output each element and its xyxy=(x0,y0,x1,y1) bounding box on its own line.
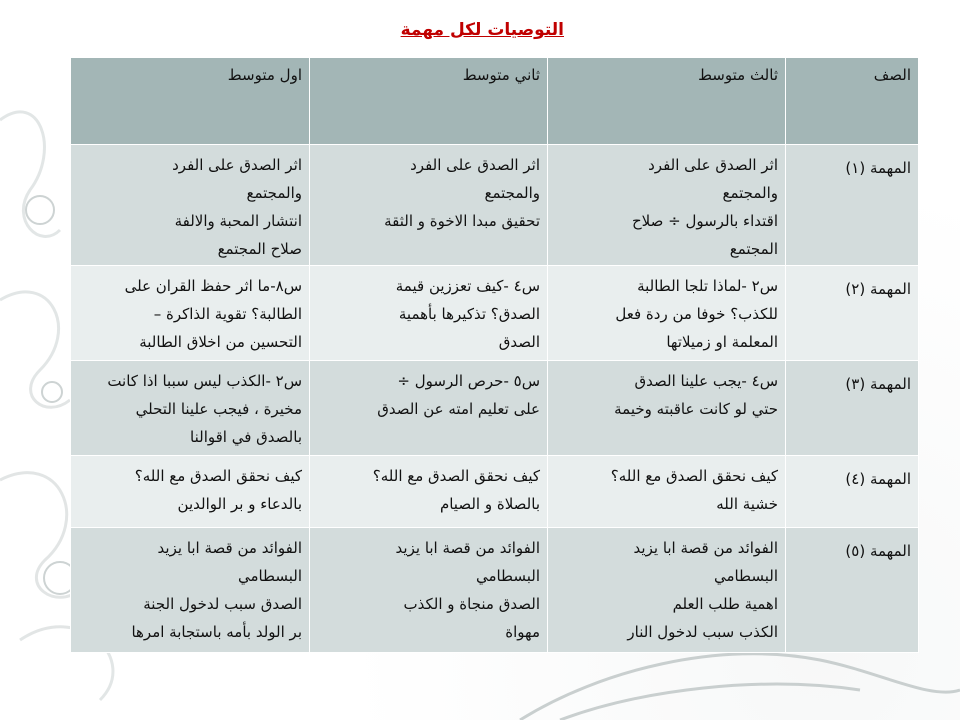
table-cell xyxy=(310,361,548,456)
cell-line: الفوائد من قصة ابا يزيد xyxy=(157,539,302,557)
table-cell xyxy=(71,361,310,456)
cell-line: والمجتمع xyxy=(484,184,540,202)
cell-line: س٨-ما اثر حفظ القران على xyxy=(124,277,302,295)
cell-line: للكذب؟ خوفا من ردة فعل xyxy=(615,305,778,323)
cell-line: بالدعاء و بر الوالدين xyxy=(177,495,302,513)
row-label: المهمة (١) xyxy=(786,145,919,266)
cell-line: الصدق سبب لدخول الجنة xyxy=(143,595,302,613)
table-cell xyxy=(548,266,786,361)
cell-line: الصدق منجاة و الكذب xyxy=(403,595,540,613)
header-class: الصف xyxy=(786,58,919,145)
cell-line: اثر الصدق على الفرد xyxy=(410,156,540,174)
cell-line: بالصلاة و الصيام xyxy=(439,495,540,513)
cell-line: الصدق؟ تذكيرها بأهمية xyxy=(398,305,540,323)
cell-line: المجتمع xyxy=(729,240,778,258)
table-row xyxy=(71,528,919,653)
cell-line: اثر الصدق على الفرد xyxy=(648,156,778,174)
row-label: المهمة (٥) xyxy=(786,528,919,653)
cell-line: اقتداء بالرسول ÷ صلاح xyxy=(631,212,778,230)
cell-line: المعلمة او زميلاتها xyxy=(666,333,778,351)
row-label: المهمة (٣) xyxy=(786,361,919,456)
table-row xyxy=(71,361,919,456)
cell-line: بر الولد بأمه باستجابة امرها xyxy=(131,623,302,641)
header-third-grade: ثالث متوسط xyxy=(548,58,786,145)
cell-line: الصدق xyxy=(498,333,540,351)
cell-line: بالصدق في اقوالنا xyxy=(190,428,302,446)
row-label: المهمة (٢) xyxy=(786,266,919,361)
cell-line: اثر الصدق على الفرد xyxy=(172,156,302,174)
table-cell xyxy=(71,528,310,653)
cell-line: اهمية طلب العلم xyxy=(672,595,778,613)
table-row xyxy=(71,145,919,266)
cell-line: مهواة xyxy=(505,623,540,641)
table-row xyxy=(71,266,919,361)
cell-line: س٢ -لماذا تلجا الطالبة xyxy=(637,277,778,295)
cell-line: البسطامي xyxy=(713,567,778,585)
table-cell xyxy=(310,145,548,266)
header-second-grade: ثاني متوسط xyxy=(310,58,548,145)
table-cell xyxy=(71,266,310,361)
cell-line: كيف نحقق الصدق مع الله؟ xyxy=(134,467,302,485)
table-cell xyxy=(548,528,786,653)
table-cell xyxy=(310,266,548,361)
cell-line: والمجتمع xyxy=(246,184,302,202)
cell-line: كيف نحقق الصدق مع الله؟ xyxy=(372,467,540,485)
table-cell xyxy=(548,145,786,266)
cell-line: البسطامي xyxy=(237,567,302,585)
cell-line: خشية الله xyxy=(716,495,778,513)
cell-line: حتي لو كانت عاقبته وخيمة xyxy=(614,400,778,418)
table-cell xyxy=(71,145,310,266)
recommendations-table xyxy=(70,57,919,653)
cell-line: الطالبة؟ تقوية الذاكرة – xyxy=(153,305,302,323)
page-title: التوصيات لكل مهمة xyxy=(400,20,564,40)
table-cell xyxy=(548,456,786,528)
table-header-row xyxy=(71,58,919,145)
table-cell xyxy=(310,528,548,653)
header-first-grade: اول متوسط xyxy=(71,58,310,145)
cell-line: الفوائد من قصة ابا يزيد xyxy=(633,539,778,557)
cell-line: والمجتمع xyxy=(722,184,778,202)
cell-line: كيف نحقق الصدق مع الله؟ xyxy=(610,467,778,485)
cell-line: تحقيق مبدا الاخوة و الثقة xyxy=(384,212,540,230)
cell-line: الكذب سبب لدخول النار xyxy=(627,623,778,641)
table-cell xyxy=(310,456,548,528)
cell-line: الفوائد من قصة ابا يزيد xyxy=(395,539,540,557)
cell-line: س٤ -كيف تعززين قيمة xyxy=(395,277,540,295)
cell-line: انتشار المحبة والالفة xyxy=(174,212,302,230)
row-label: المهمة (٤) xyxy=(786,456,919,528)
table-cell xyxy=(548,361,786,456)
cell-line: صلاح المجتمع xyxy=(217,240,302,258)
table-row xyxy=(71,456,919,528)
cell-line: س٤ -يجب علينا الصدق xyxy=(634,372,778,390)
cell-line: مخيرة ، فيجب علينا التحلي xyxy=(135,400,302,418)
cell-line: التحسين من اخلاق الطالبة xyxy=(139,333,302,351)
table-cell xyxy=(71,456,310,528)
cell-line: البسطامي xyxy=(475,567,540,585)
cell-line: س٢ -الكذب ليس سببا اذا كانت xyxy=(107,372,302,390)
cell-line: س٥ -حرص الرسول ÷ xyxy=(397,372,540,390)
cell-line: على تعليم امته عن الصدق xyxy=(377,400,540,418)
